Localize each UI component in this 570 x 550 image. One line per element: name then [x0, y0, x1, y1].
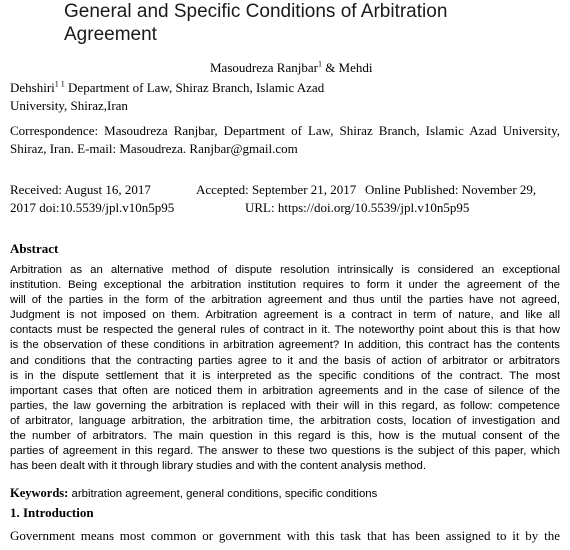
- author-sup-2: 1 1: [54, 79, 65, 89]
- abstract-line: and conditions that the contracting parties agree to it and the basis of action of arbitrator or arbitrators: [10, 354, 560, 367]
- introduction-heading: 1. Introduction: [10, 505, 94, 520]
- abstract-line: is in the dispute settlement that it is interpreted as the specific conditions of the contract. The most: [10, 369, 560, 382]
- affiliation-line-1: Department of Law, Shiraz Branch, Islamic Azad: [68, 80, 325, 95]
- abstract-line: contacts must be respected the general rules of contract in it. The noteworthy point about this is that how: [10, 324, 560, 337]
- abstract-line: has been dealt with it through library studies and with the content analysis method.: [10, 460, 427, 473]
- keywords-label: Keywords:: [10, 486, 69, 500]
- abstract-line: important cases that often are noticed them in arbitration agreements and in the case of silence of the: [10, 384, 560, 397]
- paper-title: [64, 0, 504, 46]
- author-joiner: & Mehdi: [321, 60, 373, 75]
- author-sup-1: 1: [317, 59, 322, 69]
- author-name-2: Dehshiri: [10, 80, 55, 95]
- accepted-date: Accepted: September 21, 2017: [196, 182, 357, 197]
- abstract-line: is the observation of these conditions in arbitration agreement? In addition, this contract has the contents: [10, 339, 560, 352]
- abstract-body: [10, 263, 560, 474]
- title-line-2: Agreement: [64, 24, 157, 45]
- author-affiliation-line: [10, 79, 324, 96]
- abstract-line: Judgment is not imposed on them. Arbitration agreement is a contract in term of nature, and like all: [10, 309, 560, 322]
- correspondence-line-1: Correspondence: Masoudreza Ranjbar, Department of Law, Shiraz Branch, Islamic Azad University,: [10, 123, 560, 138]
- abstract-line: of arbitrator, language arbitration, the arbitration time, the arbitration costs, location of investigation and: [10, 414, 560, 427]
- introduction-first-line: Government means most common or government with this task that has been assigned to it by the: [10, 528, 560, 543]
- abstract-line: parties, the law governing the arbitration is replaced with their will in this regard, as follow: competence: [10, 399, 560, 412]
- abstract-line: parties of agreement in this regard. The answer to these two questions is the subject of this paper, which: [10, 445, 560, 458]
- abstract-heading: Abstract: [10, 241, 59, 256]
- affiliation-line-2: University, Shiraz,Iran: [10, 98, 128, 113]
- author-line: [210, 59, 373, 76]
- article-url: URL: https://doi.org/10.5539/jpl.v10n5p95: [245, 200, 470, 215]
- author-name-1: Masoudreza Ranjbar: [210, 60, 318, 75]
- abstract-line: Arbitration as an alternative method of dispute resolution intrinsically is considered an exceptional: [10, 264, 560, 276]
- online-published-date: Online Published: November 29,: [365, 182, 537, 197]
- keywords-line: [10, 486, 377, 502]
- title-line-1: General and Specific Conditions of Arbitration: [64, 1, 448, 22]
- year-doi: 2017 doi:10.5539/jpl.v10n5p95: [10, 200, 175, 215]
- abstract-line: institution. Being exceptional the arbitration institution requires to form it under the agreement of the: [10, 279, 560, 292]
- keywords-text: arbitration agreement, general conditions, specific conditions: [68, 488, 378, 500]
- correspondence-line-2: Shiraz, Iran. E-mail: Masoudreza. Ranjbar@gmail.com: [10, 141, 298, 156]
- received-date: Received: August 16, 2017: [10, 182, 151, 197]
- abstract-line: will of the parties in the form of the arbitration agreement and thus until the parties have not agreed,: [10, 294, 560, 307]
- abstract-line: the number of arbitrators. The main question in this regard is this, how is the mutual consent of the: [10, 430, 560, 443]
